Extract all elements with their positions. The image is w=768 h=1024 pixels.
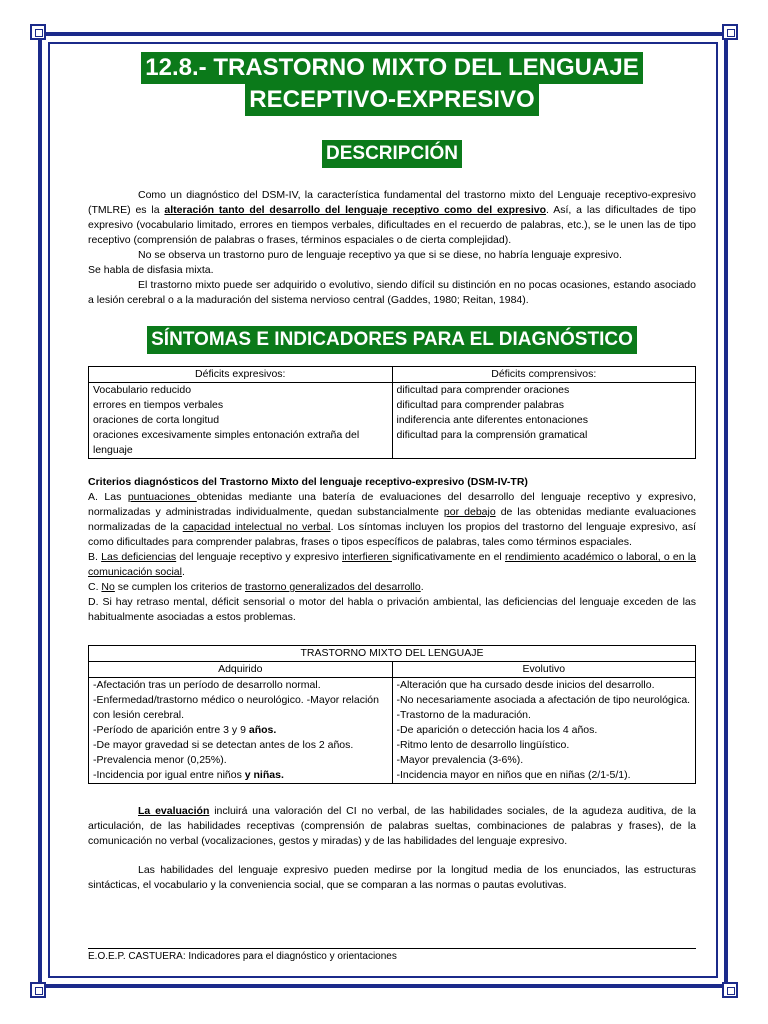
deficits-table [88,366,696,459]
evaluacion-section [88,804,696,893]
criterio-a: A. Las puntuaciones obtenidas mediante una batería de evaluaciones del desarrollo del lenguaje receptivo y expresivo, normalizadas y administradas individualmente, quedan substancialmente por debajo de las obtenidas mediante evaluaciones normalizadas de la capacidad intelectual no verbal. Los síntomas incluyen los propios del trastorno del lenguaje expresivo, así como dificultades para comprender palabras, frases o tipos específicos de palabras, tales como términos espaciales. [88,491,696,548]
paragraph: Como un diagnóstico del DSM-IV, la característica fundamental del trastorno mixto del Lenguaje receptivo-expresivo (TMLRE) es la alteración tanto del desarrollo del lenguaje receptivo como del expresivo. Así, a las dificultades de tipo expresivo (vocabulario limitado, errores en tiempos verbales, dificultades en el recuerdo de palabras, etc.), se le unen las de tipo receptivo (comprensión de palabras o frases, términos espaciales o de cierta complejidad). [88,189,696,246]
paragraph: El trastorno mixto puede ser adquirido o evolutivo, siendo difícil su distinción en no pocas ocasiones, estando asociado a lesión cerebral o a la maduración del sistema nervioso central (Gaddes, 1980; Reitan, 1984). [88,279,696,306]
table-cell: -Afectación tras un período de desarrollo normal. -Enfermedad/trastorno médico o neurológico. -Mayor relación con lesión cerebral. -Período de aparición entre 3 y 9 años. -De mayor gravedad si se detectan antes de los 2 años. -Prevalencia menor (0,25%). -Incidencia por igual entre niños y niñas. [89,678,393,784]
table-header: Evolutivo [392,662,696,678]
paragraph: No se observa un trastorno puro de lenguaje receptivo ya que si se diese, no habría lenguaje expresivo. [138,249,622,261]
criterio-d: D. Si hay retraso mental, déficit sensorial o motor del habla o privación ambiental, las deficiencias del lenguaje exceden de las habitualmente asociadas a estos problemas. [88,596,696,623]
paragraph: Las habilidades del lenguaje expresivo pueden medirse por la longitud media de los enunciados, las estructuras sintácticas, el vocabulario y la conveniencia social, que se comparan a las normas o pautas evolutivas. [88,864,696,891]
page-title [88,52,696,116]
table-header: Déficits comprensivos: [392,367,696,383]
page-footer: E.O.E.P. CASTUERA: Indicadores para el diagnóstico y orientaciones [88,948,696,962]
document-body [88,52,696,893]
section-heading-sintomas: SÍNTOMAS E INDICADORES PARA EL DIAGNÓSTICO [88,326,696,354]
table-header: Déficits expresivos: [89,367,393,383]
table-cell: Vocabulario reducido errores en tiempos verbales oraciones de corta longitud oraciones excesivamente simples entonación extraña del lenguaje [89,383,393,459]
criterios-section [88,475,696,625]
criterios-heading: Criterios diagnósticos del Trastorno Mixto del lenguaje receptivo-expresivo (DSM-IV-TR) [88,476,528,488]
criterio-b: B. Las deficiencias del lenguaje receptivo y expresivo interfieren significativamente en el rendimiento académico o laboral, o en la comunicación social. [88,551,696,578]
adquirido-evolutivo-table [88,645,696,784]
table-cell: -Alteración que ha cursado desde inicios del desarrollo. -No necesariamente asociada a afectación de tipo neurológica. -Trastorno de la maduración. -De aparición o detección hacia los 4 años. -Ritmo lento de desarrollo lingüístico. -Mayor prevalencia (3-6%). -Incidencia mayor en niños que en niñas (2/1-5/1). [392,678,696,784]
paragraph: Se habla de disfasia mixta. [88,264,214,276]
corner-ornament [722,982,738,998]
corner-ornament [722,24,738,40]
paragraph: La evaluación incluirá una valoración del CI no verbal, de las habilidades sociales, de la agudeza auditiva, de la articulación, de las habilidades receptivas (comprensión de palabras sueltas, combinaciones de palabras y frases), de la comunicación no verbal (vocalizaciones, gestos y miradas) y de las habilidades del lenguaje expresivo. [88,805,696,847]
title-line-2: RECEPTIVO-EXPRESIVO [245,84,538,116]
section-heading-descripcion: DESCRIPCIÓN [88,140,696,168]
table-header: Adquirido [89,662,393,678]
table-cell: dificultad para comprender oraciones dificultad para comprender palabras indiferencia ante diferentes entonaciones dificultad para la comprensión gramatical [392,383,696,459]
criterio-c: C. No se cumplen los criterios de trastorno generalizados del desarrollo. [88,581,424,593]
corner-ornament [30,24,46,40]
descripcion-text [88,188,696,308]
title-line-1: 12.8.- TRASTORNO MIXTO DEL LENGUAJE [141,52,642,84]
corner-ornament [30,982,46,998]
table-title: TRASTORNO MIXTO DEL LENGUAJE [89,646,696,662]
